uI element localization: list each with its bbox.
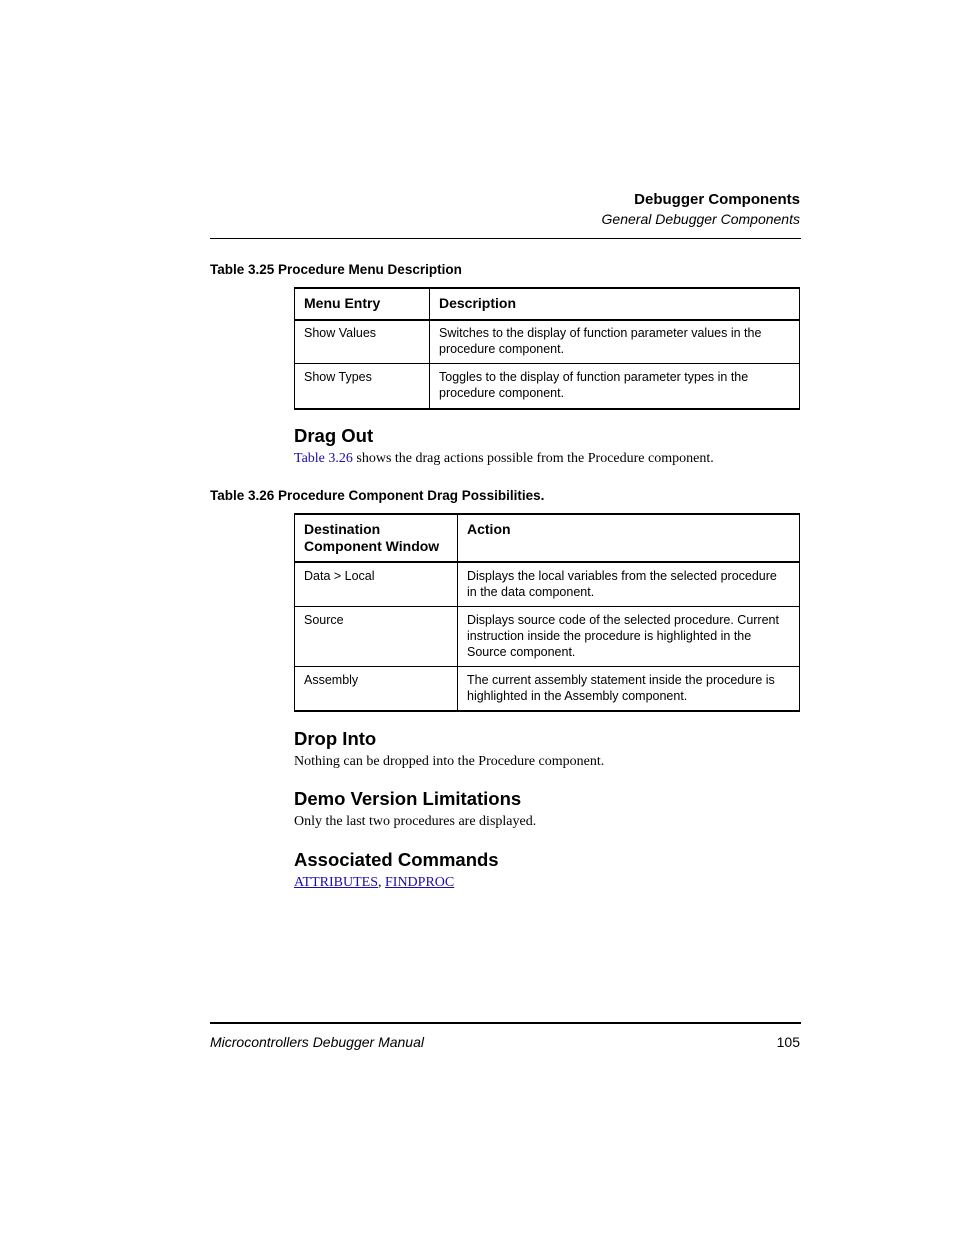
- table-cell: Displays source code of the selected procedure. Current instruction inside the procedure is highlighted in the Source component.: [458, 607, 800, 667]
- table-cell: Displays the local variables from the selected procedure in the data component.: [458, 562, 800, 607]
- footer-rule: [210, 1022, 801, 1024]
- table-row: [295, 320, 800, 364]
- column-header: Destination Component Window: [295, 514, 458, 562]
- table-row: [295, 607, 800, 667]
- link-separator: ,: [378, 875, 385, 890]
- table-cell: Switches to the display of function parameter values in the procedure component.: [430, 320, 800, 364]
- table-header-row: [295, 288, 800, 320]
- header-rule: [210, 238, 801, 239]
- drag-possibilities-table: [294, 513, 800, 712]
- column-header: Action: [458, 514, 800, 562]
- table-row: [295, 364, 800, 410]
- drop-into-heading: Drop Into: [294, 728, 377, 749]
- table-caption-3-25: Table 3.25 Procedure Menu Description: [210, 262, 462, 277]
- drop-into-text: Nothing can be dropped into the Procedure component.: [294, 754, 605, 769]
- demo-limitations-heading: Demo Version Limitations: [294, 788, 522, 809]
- associated-commands-heading: Associated Commands: [294, 849, 499, 870]
- table-cell: Assembly: [295, 667, 458, 712]
- column-header: Menu Entry: [295, 288, 430, 320]
- demo-limitations-text: Only the last two procedures are displayed.: [294, 814, 537, 829]
- table-cell: Source: [295, 607, 458, 667]
- table-row: [295, 562, 800, 607]
- procedure-menu-table: [294, 287, 800, 410]
- associated-commands-links: [294, 875, 454, 891]
- table-cell: Show Types: [295, 364, 430, 410]
- attributes-link[interactable]: ATTRIBUTES: [294, 875, 378, 890]
- findproc-link[interactable]: FINDPROC: [385, 875, 455, 890]
- manual-title: Microcontrollers Debugger Manual: [210, 1034, 424, 1050]
- table-row: [295, 667, 800, 712]
- chapter-title: Debugger Components: [634, 191, 800, 208]
- page-number: 105: [776, 1034, 800, 1050]
- section-title: General Debugger Components: [601, 211, 800, 227]
- drag-out-text: shows the drag actions possible from the Procedure component.: [352, 451, 714, 466]
- table-cell: Toggles to the display of function parameter types in the procedure component.: [430, 364, 800, 410]
- column-header: Description: [430, 288, 800, 320]
- table-cell: Data > Local: [295, 562, 458, 607]
- table-3-26-link[interactable]: Table 3.26: [294, 451, 353, 466]
- drag-out-heading: Drag Out: [294, 425, 374, 446]
- table-caption-3-26: Table 3.26 Procedure Component Drag Possibilities.: [210, 488, 545, 503]
- table-cell: The current assembly statement inside the procedure is highlighted in the Assembly component.: [458, 667, 800, 712]
- table-cell: Show Values: [295, 320, 430, 364]
- table-header-row: [295, 514, 800, 562]
- drag-out-paragraph: [294, 451, 714, 467]
